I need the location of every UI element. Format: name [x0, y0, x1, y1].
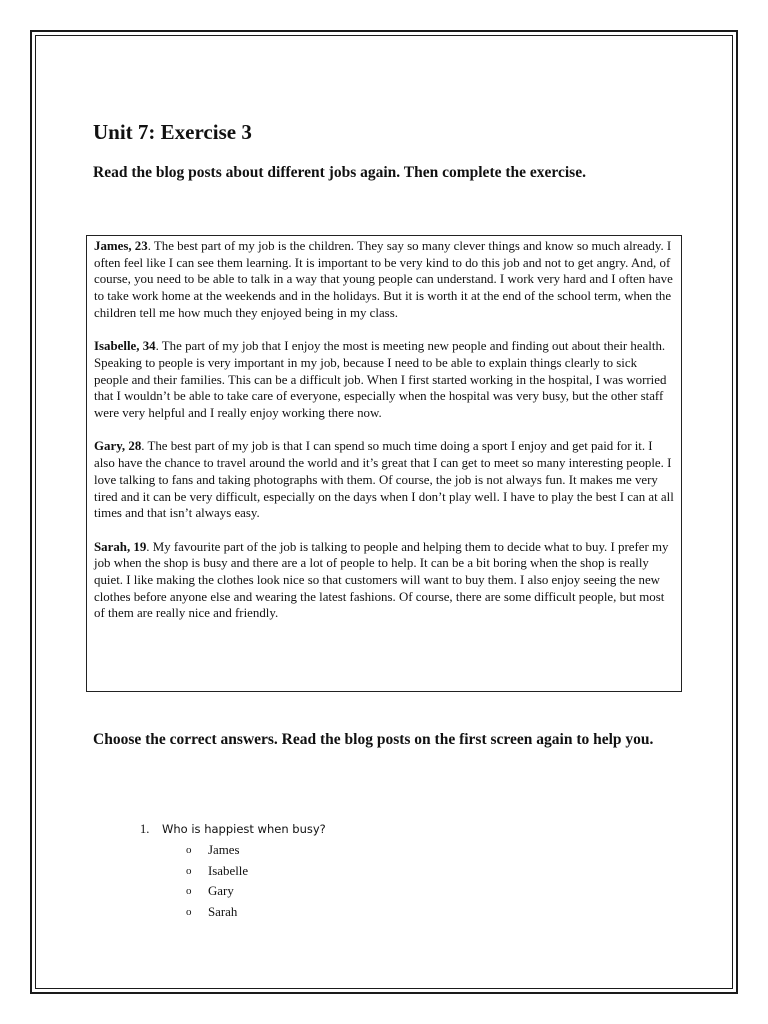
choose-instruction: Choose the correct answers. Read the blog posts on the first screen again to help you. [93, 731, 654, 748]
exercise-instruction: Read the blog posts about different jobs again. Then complete the exercise. [93, 164, 586, 181]
option-bullet-icon: o [186, 864, 192, 877]
option-bullet-icon: o [186, 844, 192, 856]
post-author: Gary, 28 [94, 439, 142, 454]
question-text: Who is happiest when busy? [162, 822, 326, 836]
answer-option-sarah[interactable] [186, 902, 248, 923]
post-author: James, 23 [94, 239, 148, 253]
answer-options [186, 840, 248, 923]
question-1 [140, 822, 326, 837]
answer-option-gary[interactable] [186, 881, 248, 902]
post-text: . The part of my job that I enjoy the most is meeting new people and finding out about their health. Speaking to people is very important in my job, because I need to be able to explain things clearly to sick people and their families. This can be a difficult job. When I first started working in the hospital, I was worried that I wouldn’t be able to take care of everyone, especially when the hospital was very busy, but the other staff were very helpful and I really enjoy working there now. [94, 339, 667, 421]
blog-post-gary [94, 438, 674, 522]
question-number: 1. [140, 822, 150, 836]
exercise-title: Unit 7: Exercise 3 [93, 120, 252, 144]
blog-post-isabelle [94, 338, 674, 422]
option-label: Gary [208, 884, 234, 899]
option-bullet-icon: o [186, 885, 192, 898]
option-label: Sarah [208, 905, 238, 920]
blog-post-james [94, 238, 674, 322]
option-label: Isabelle [208, 863, 249, 878]
option-label: James [208, 843, 240, 857]
post-text: . The best part of my job is the children. They say so many clever things and know so much already. I often feel like I can see them learning. It is important to be very kind to do this job and not to get angry. And, of course, you need to be able to talk in a way that young people can understand. I work very hard and I often have to take work home at the weekends and in the holidays. But it is worth it at the end of the school term, when the children tell me how much they enjoyed being in my class. [94, 239, 673, 320]
blog-posts-box [86, 235, 682, 692]
option-bullet-icon: o [186, 906, 192, 919]
blog-post-sarah [94, 539, 674, 623]
post-text: . My favourite part of the job is talking to people and helping them to decide what to buy. I prefer my job when the shop is busy and there are a lot of people to help. It can be a bit boring when the shop is really quiet. I like making the clothes look nice so that customers will want to buy them. I also enjoy seeing the new clothes before anyone else and wearing the latest fashions. Of course, there are some difficult people, but most of them are really nice and friendly. [94, 539, 669, 621]
post-text: . The best part of my job is that I can spend so much time doing a sport I enjoy and get paid for it. I also have the chance to travel around the world and it’s great that I can get to meet so many interesting people. I love talking to fans and taking photographs with them. Of course, the job is not always fun. It makes me very tired and it can be very difficult, especially on the days when I don’t play well. I have to play the best I can at all times and that isn’t always easy. [94, 439, 674, 521]
answer-option-james[interactable] [186, 840, 248, 861]
answer-option-isabelle[interactable] [186, 861, 248, 882]
post-author: Isabelle, 34 [94, 339, 156, 354]
post-author: Sarah, 19 [94, 539, 147, 554]
